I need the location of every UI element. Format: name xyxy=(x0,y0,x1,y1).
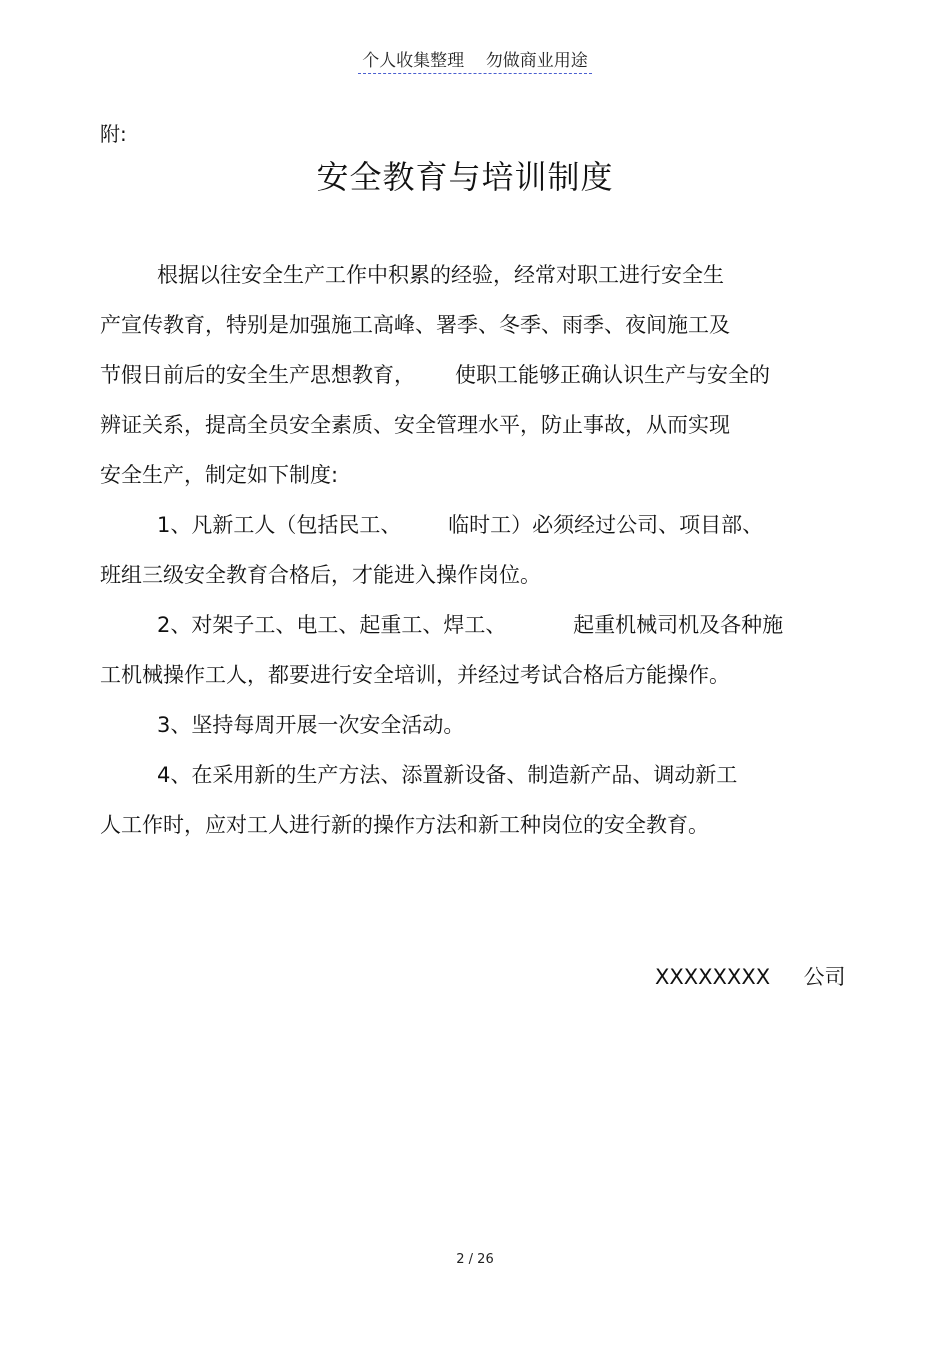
intro-line: 产宣传教育，特别是加强施工高峰、署季、冬季、雨季、夜间施工及 xyxy=(100,313,730,337)
header-text: 个人收集整理 勿做商业用途 xyxy=(358,46,592,74)
rule-item-line: 4、在采用新的生产方法、添置新设备、制造新产品、调动新工 xyxy=(157,763,738,787)
intro-line: 安全生产，制定如下制度: xyxy=(100,463,339,487)
document-title: 安全教育与培训制度 xyxy=(316,158,614,196)
rule-item-line: 3、坚持每周开展一次安全活动。 xyxy=(157,713,465,737)
rule-item-line: 2、对架子工、电工、起重工、焊工、 起重机械司机及各种施 xyxy=(157,613,784,637)
company-signature: XXXXXXXX 公司 xyxy=(655,965,846,989)
page-number: 2 / 26 xyxy=(456,1252,494,1267)
rule-item-line: 1、凡新工人（包括民工、 临时工）必须经过公司、项目部、 xyxy=(157,513,764,537)
intro-line: 节假日前后的安全生产思想教育， 使职工能够正确认识生产与安全的 xyxy=(100,363,771,387)
intro-line: 辨证关系，提高全员安全素质、安全管理水平，防止事故，从而实现 xyxy=(100,413,730,437)
intro-line: 根据以往安全生产工作中积累的经验，经常对职工进行安全生 xyxy=(157,263,724,287)
rule-item-line: 人工作时，应对工人进行新的操作方法和新工种岗位的安全教育。 xyxy=(100,813,709,837)
page-header xyxy=(0,46,950,74)
rule-item-line: 班组三级安全教育合格后，才能进入操作岗位。 xyxy=(100,563,541,587)
rule-item-line: 工机械操作工人，都要进行安全培训，并经过考试合格后方能操作。 xyxy=(100,663,730,687)
attachment-label: 附: xyxy=(100,122,127,146)
